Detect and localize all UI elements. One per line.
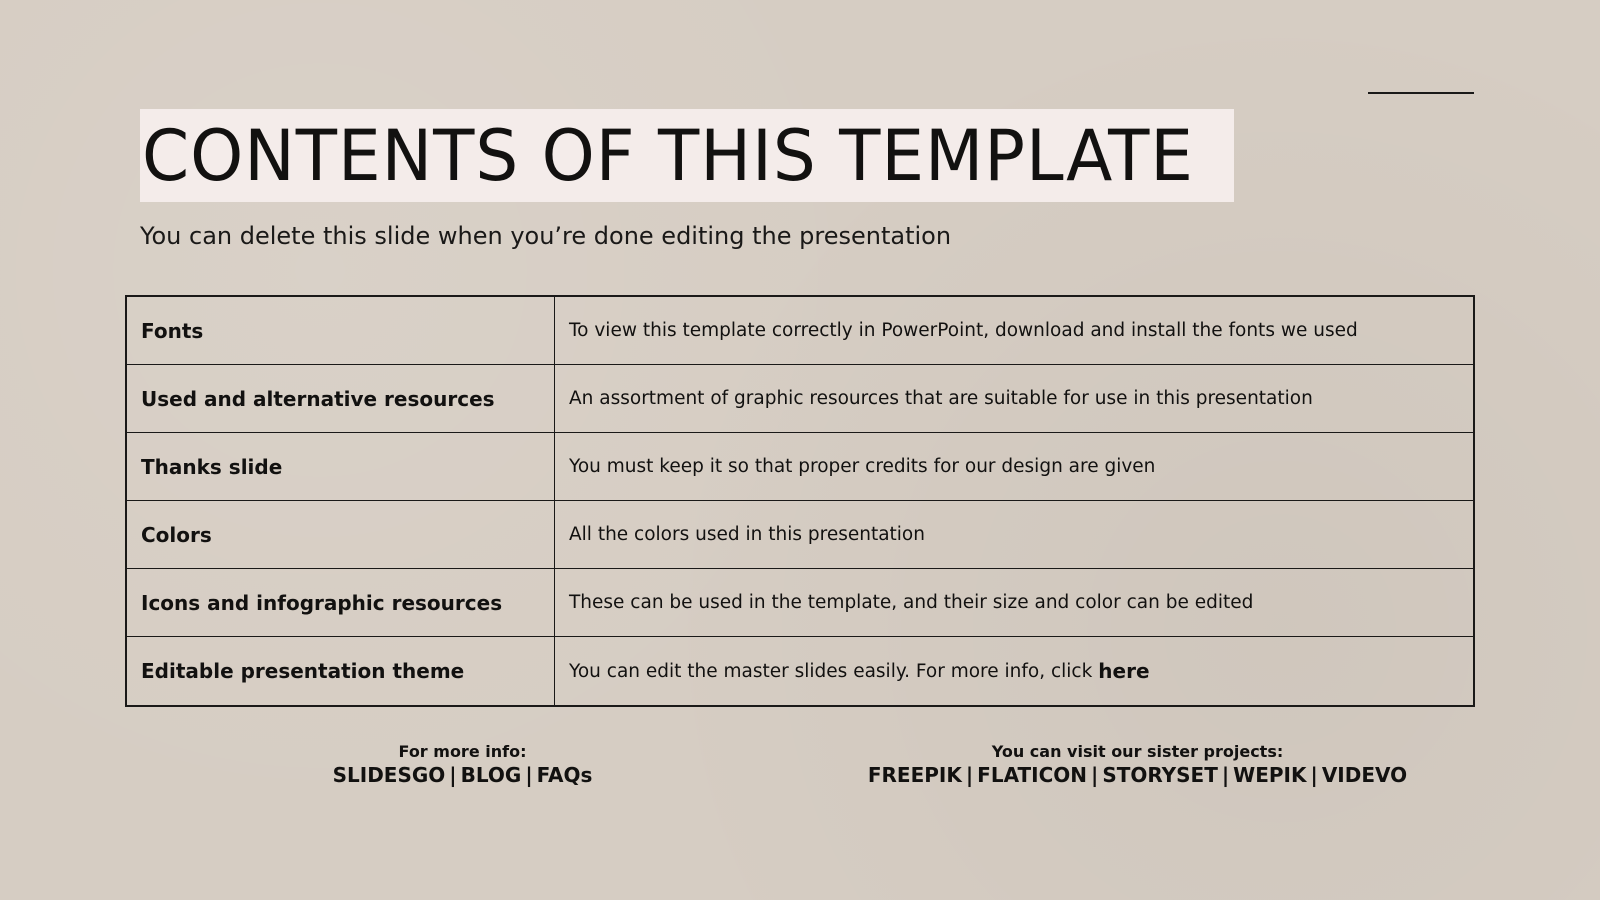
row-description: To view this template correctly in PowerPoint, download and install the fonts we used xyxy=(569,320,1358,341)
link-blog[interactable]: BLOG xyxy=(460,763,522,787)
row-description: You must keep it so that proper credits for our design are given xyxy=(569,456,1156,477)
link-faqs[interactable]: FAQs xyxy=(536,763,593,787)
link-freepik[interactable]: FREEPIK xyxy=(867,763,962,787)
footer-more-info xyxy=(300,742,625,787)
row-label: Fonts xyxy=(127,297,555,364)
table-row xyxy=(127,297,1473,365)
title-highlight xyxy=(140,109,1234,202)
link-flaticon[interactable]: FLATICON xyxy=(977,763,1087,787)
slide-title: CONTENTS OF THIS TEMPLATE xyxy=(142,114,1194,197)
row-description: An assortment of graphic resources that are suitable for use in this presentation xyxy=(569,388,1313,409)
row-label: Colors xyxy=(127,501,555,568)
row-label: Thanks slide xyxy=(127,433,555,500)
table-row xyxy=(127,433,1473,501)
row-description: These can be used in the template, and their size and color can be edited xyxy=(569,592,1254,613)
row-description-text: You can edit the master slides easily. For more info, click xyxy=(569,660,1093,682)
table-row xyxy=(127,637,1473,705)
footer-sister-projects-links: FREEPIK | FLATICON | STORYSET | WEPIK | VIDEVO xyxy=(867,763,1408,787)
slide-subtitle: You can delete this slide when you’re done editing the presentation xyxy=(140,222,952,250)
link-wepik[interactable]: WEPIK xyxy=(1233,763,1307,787)
row-description: All the colors used in this presentation xyxy=(569,524,925,545)
decorative-top-rule xyxy=(1368,92,1474,94)
contents-table xyxy=(125,295,1475,707)
link-slidesgo[interactable]: SLIDESGO xyxy=(332,763,446,787)
link-videvo[interactable]: VIDEVO xyxy=(1321,763,1408,787)
footer-sister-projects-lead: You can visit our sister projects: xyxy=(991,742,1284,761)
row-label: Icons and infographic resources xyxy=(127,569,555,636)
table-row xyxy=(127,365,1473,433)
here-link[interactable]: here xyxy=(1098,659,1150,683)
link-storyset[interactable]: STORYSET xyxy=(1102,763,1218,787)
footer-more-info-lead: For more info: xyxy=(398,742,527,761)
row-label: Editable presentation theme xyxy=(127,637,555,705)
table-row xyxy=(127,501,1473,569)
table-row xyxy=(127,569,1473,637)
row-label: Used and alternative resources xyxy=(127,365,555,432)
footer-more-info-links: SLIDESGO | BLOG | FAQs xyxy=(332,763,593,787)
row-description xyxy=(555,637,1473,705)
footer-sister-projects xyxy=(860,742,1415,787)
